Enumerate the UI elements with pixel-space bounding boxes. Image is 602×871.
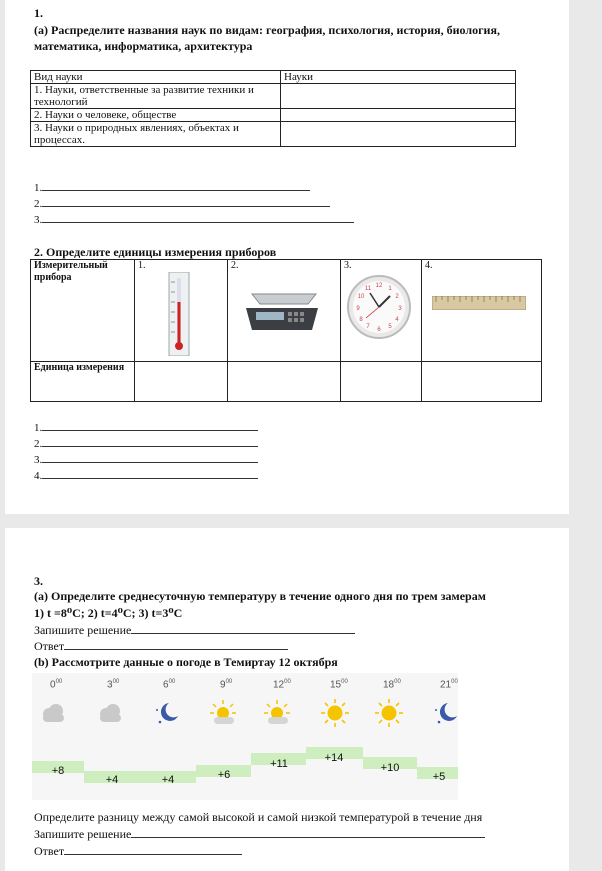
write-solution-line[interactable]: Запишите решение	[34, 623, 355, 638]
task1-answer-lines	[34, 180, 354, 228]
task1-prompt: (а) Распределите названия наук по видам: география, психология, история, биология, математика, информатика, архитектура	[34, 23, 500, 53]
answer-cell[interactable]	[228, 362, 341, 402]
answer-cell[interactable]	[341, 362, 422, 402]
svg-text:10: 10	[357, 294, 365, 300]
time-label: $15^{00}$	[330, 679, 348, 691]
task3-prompt-a: (а) Определите среднесуточную температуру в течение одного дня по трем замерам	[34, 589, 486, 603]
difference-prompt: Определите разницу между самой высокой и самой низкой температурой в течение дня	[34, 810, 483, 824]
table-row	[31, 71, 516, 84]
time-label: $12^{00}$	[273, 679, 291, 691]
svg-text:4: 4	[395, 317, 399, 323]
cloudy-icon	[95, 698, 125, 728]
temp-value: +5	[432, 771, 446, 783]
answer-line[interactable]: Ответ	[34, 639, 288, 654]
answer-cell[interactable]	[281, 122, 516, 147]
temp-value: +14	[324, 752, 344, 764]
thermometer-icon	[167, 272, 191, 356]
task1-number: 1.	[34, 6, 43, 20]
answer-line[interactable]: 4.	[34, 468, 258, 484]
measurements: 1) t =8⁰С; 2) t=4⁰С; 3) t=3⁰С	[34, 606, 183, 620]
sciences-table	[30, 70, 516, 147]
task3-number: 3.	[34, 574, 43, 588]
time-label: $9^{00}$	[220, 679, 233, 691]
time-label: $21^{00}$	[440, 679, 458, 691]
svg-text:11: 11	[364, 286, 372, 292]
device-cell: 1.	[135, 260, 228, 362]
sun-icon	[374, 698, 404, 728]
devices-table	[30, 259, 542, 402]
sun-icon	[320, 698, 350, 728]
svg-text:9: 9	[356, 306, 360, 312]
table-cell: 2. Науки о человеке, обществе	[31, 109, 281, 122]
svg-text:1: 1	[388, 286, 392, 292]
answer-cell[interactable]	[135, 362, 228, 402]
table-row	[31, 109, 516, 122]
table-header-cell: Науки	[281, 71, 516, 84]
answer-line[interactable]: 2.	[34, 436, 258, 452]
answer-line[interactable]: 1.	[34, 180, 354, 196]
write-solution-line[interactable]: Запишите решение	[34, 827, 485, 842]
answer-line[interactable]: 3.	[34, 212, 354, 228]
svg-text:8: 8	[359, 317, 363, 323]
svg-text:3: 3	[398, 306, 402, 312]
answer-cell[interactable]	[281, 109, 516, 122]
table-cell: 1. Науки, ответственные за развитие техники и технологий	[31, 84, 281, 109]
cloudy-icon	[38, 698, 68, 728]
answer-cell[interactable]	[281, 84, 516, 109]
task3-prompt-b: (b) Рассмотрите данные о погоде в Темиртау 12 октября	[34, 655, 338, 669]
svg-text:7: 7	[366, 324, 370, 330]
table-cell: Единица измерения	[31, 362, 135, 402]
answer-line[interactable]: 2.	[34, 196, 354, 212]
time-label: $18^{00}$	[383, 679, 401, 691]
temp-value: +4	[105, 774, 119, 786]
temp-value: +11	[270, 758, 288, 770]
moon-icon	[152, 698, 182, 728]
temp-value: +8	[51, 765, 65, 777]
table-row	[31, 260, 542, 362]
table-row	[31, 362, 542, 402]
table-row	[31, 84, 516, 109]
moon-icon	[431, 698, 461, 728]
svg-text:5: 5	[388, 324, 392, 330]
answer-line[interactable]: 3.	[34, 452, 258, 468]
table-row	[31, 122, 516, 147]
table-cell: Измерительный прибора	[31, 260, 135, 362]
time-label: $6^{00}$	[163, 679, 176, 691]
worksheet-page-1	[5, 0, 569, 514]
weather-forecast	[32, 673, 458, 800]
device-cell: 3. 12 3 6 9 1 2 4 5 7 8 10 11	[341, 260, 422, 362]
ruler-icon	[432, 296, 526, 310]
worksheet-page-2	[5, 528, 569, 871]
time-label: $3^{00}$	[107, 679, 120, 691]
svg-text:12: 12	[375, 283, 383, 289]
svg-text:2: 2	[395, 294, 399, 300]
device-cell: 4.	[422, 260, 542, 362]
table-header-cell: Вид науки	[31, 71, 281, 84]
answer-line[interactable]: 1.	[34, 420, 258, 436]
clock-icon	[346, 274, 412, 340]
answer-cell[interactable]	[422, 362, 542, 402]
svg-text:6: 6	[377, 327, 381, 333]
time-label: $0^{00}$	[50, 679, 63, 691]
partly-sunny-icon	[262, 698, 292, 728]
temp-value: +4	[161, 774, 175, 786]
table-cell: 3. Науки о природных явлениях, объектах и процессах.	[31, 122, 281, 147]
device-cell: 2.	[228, 260, 341, 362]
task2-prompt: 2. Определите единицы измерения приборов	[34, 245, 277, 259]
temp-value: +10	[380, 762, 400, 774]
temp-value: +6	[217, 769, 231, 781]
partly-sunny-icon	[208, 698, 238, 728]
scale-icon	[242, 290, 322, 334]
answer-line[interactable]: Ответ	[34, 844, 242, 859]
task2-answer-lines	[34, 420, 258, 484]
